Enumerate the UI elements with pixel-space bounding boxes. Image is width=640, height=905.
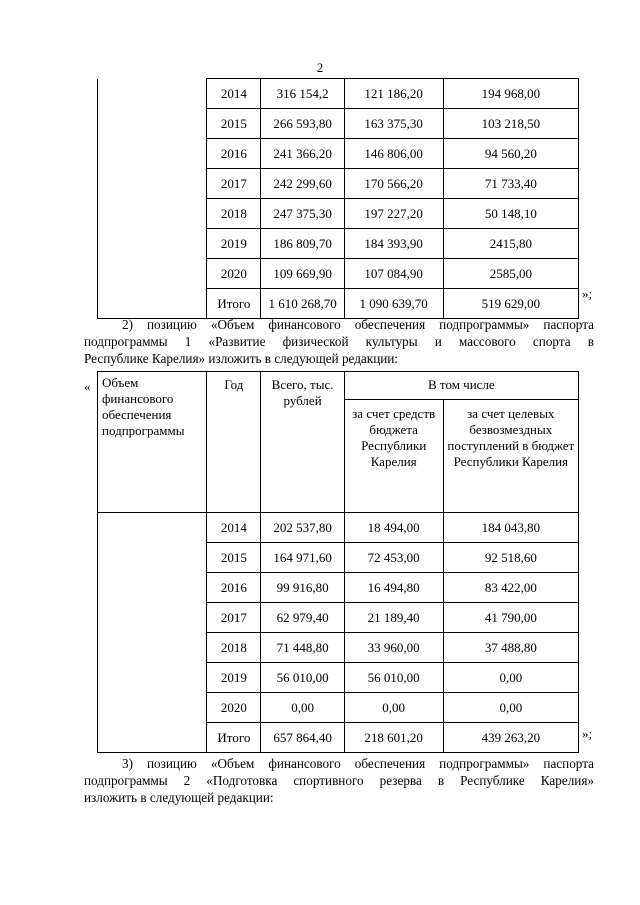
cell-total: 71 448,80 [261, 633, 344, 663]
closing-quote-1: »; [582, 286, 593, 301]
cell-total: 1 610 268,70 [261, 289, 344, 319]
paragraph-3-line-1: 3) позицию «Объем финансового обеспечения подпрограммы» паспорта [122, 756, 594, 771]
cell-targeted: 50 148,10 [443, 199, 578, 229]
cell-targeted: 37 488,80 [443, 633, 578, 663]
funding-table-continuation [97, 78, 579, 319]
opening-quote-2: « [84, 379, 91, 394]
funding-table-continuation-body [98, 79, 579, 319]
subprogram-1-funding-table-body [98, 513, 579, 753]
cell-year: 2019 [207, 229, 261, 259]
cell-year: 2016 [207, 139, 261, 169]
cell-total: 316 154,2 [261, 79, 344, 109]
page-number: 2 [316, 60, 324, 75]
paragraph-2-line-1: 2) позицию «Объем финансового обеспечения подпрограммы» паспорта [122, 317, 594, 332]
cell-year: 2017 [207, 603, 261, 633]
paragraph-2-line-3: Республике Карелия» изложить в следующей редакции: [84, 351, 399, 366]
cell-targeted: 0,00 [443, 663, 578, 693]
cell-year: 2016 [207, 573, 261, 603]
cell-total: 266 593,80 [261, 109, 344, 139]
cell-budget: 18 494,00 [344, 513, 443, 543]
cell-budget: 170 566,20 [344, 169, 443, 199]
cell-year: 2015 [207, 109, 261, 139]
cell-budget: 21 189,40 [344, 603, 443, 633]
cell-total: 99 916,80 [261, 573, 344, 603]
cell-total: 109 669,90 [261, 259, 344, 289]
cell-budget: 72 453,00 [344, 543, 443, 573]
cell-year: Итого [207, 289, 261, 319]
cell-budget: 163 375,30 [344, 109, 443, 139]
table-header-row [98, 372, 579, 400]
cell-year: 2014 [207, 79, 261, 109]
subprogram-1-funding-table [97, 371, 579, 753]
position-cell [98, 513, 207, 753]
paragraph-3-line-3: изложить в следующей редакции: [84, 790, 274, 805]
header-budget: за счет средств бюджета Республики Карелия [344, 400, 443, 513]
cell-year: 2020 [207, 259, 261, 289]
paragraph-3 [84, 755, 594, 806]
cell-budget: 146 806,00 [344, 139, 443, 169]
position-cell [98, 79, 207, 319]
cell-year: 2015 [207, 543, 261, 573]
table-row [98, 79, 579, 109]
cell-budget: 33 960,00 [344, 633, 443, 663]
header-position: Объем финансового обеспечения подпрограммы [98, 372, 207, 513]
cell-targeted: 194 968,00 [443, 79, 578, 109]
header-targeted: за счет целевых безвозмездных поступлений в бюджет Республики Карелия [443, 400, 578, 513]
cell-budget: 218 601,20 [344, 723, 443, 753]
cell-budget: 197 227,20 [344, 199, 443, 229]
header-year: Год [207, 372, 261, 513]
cell-year: 2014 [207, 513, 261, 543]
cell-targeted: 83 422,00 [443, 573, 578, 603]
cell-targeted: 41 790,00 [443, 603, 578, 633]
cell-total: 242 299,60 [261, 169, 344, 199]
cell-total: 241 366,20 [261, 139, 344, 169]
cell-year: 2017 [207, 169, 261, 199]
paragraph-2 [84, 316, 594, 367]
header-total: Всего, тыс. рублей [261, 372, 344, 513]
cell-targeted: 2585,00 [443, 259, 578, 289]
cell-budget: 184 393,90 [344, 229, 443, 259]
cell-year: 2020 [207, 693, 261, 723]
cell-total: 657 864,40 [261, 723, 344, 753]
cell-targeted: 0,00 [443, 693, 578, 723]
header-including: В том числе [344, 372, 578, 400]
closing-quote-2: »; [582, 726, 593, 741]
paragraph-2-line-2: подпрограммы 1 «Развитие физической культуры и массового спорта в [84, 334, 594, 349]
cell-year: 2018 [207, 199, 261, 229]
cell-targeted: 94 560,20 [443, 139, 578, 169]
cell-budget: 56 010,00 [344, 663, 443, 693]
cell-budget: 107 084,90 [344, 259, 443, 289]
cell-year: 2019 [207, 663, 261, 693]
cell-total: 202 537,80 [261, 513, 344, 543]
cell-total: 247 375,30 [261, 199, 344, 229]
cell-budget: 1 090 639,70 [344, 289, 443, 319]
cell-year: 2018 [207, 633, 261, 663]
cell-total: 164 971,60 [261, 543, 344, 573]
cell-budget: 121 186,20 [344, 79, 443, 109]
cell-total: 186 809,70 [261, 229, 344, 259]
cell-targeted: 2415,80 [443, 229, 578, 259]
cell-targeted: 184 043,80 [443, 513, 578, 543]
cell-targeted: 92 518,60 [443, 543, 578, 573]
cell-total: 0,00 [261, 693, 344, 723]
table-row [98, 513, 579, 543]
cell-year: Итого [207, 723, 261, 753]
cell-targeted: 439 263,20 [443, 723, 578, 753]
cell-targeted: 519 629,00 [443, 289, 578, 319]
cell-budget: 16 494,80 [344, 573, 443, 603]
cell-targeted: 71 733,40 [443, 169, 578, 199]
cell-budget: 0,00 [344, 693, 443, 723]
cell-total: 62 979,40 [261, 603, 344, 633]
cell-targeted: 103 218,50 [443, 109, 578, 139]
paragraph-3-line-2: подпрограммы 2 «Подготовка спортивного резерва в Республике Карелия» [84, 773, 594, 788]
cell-total: 56 010,00 [261, 663, 344, 693]
